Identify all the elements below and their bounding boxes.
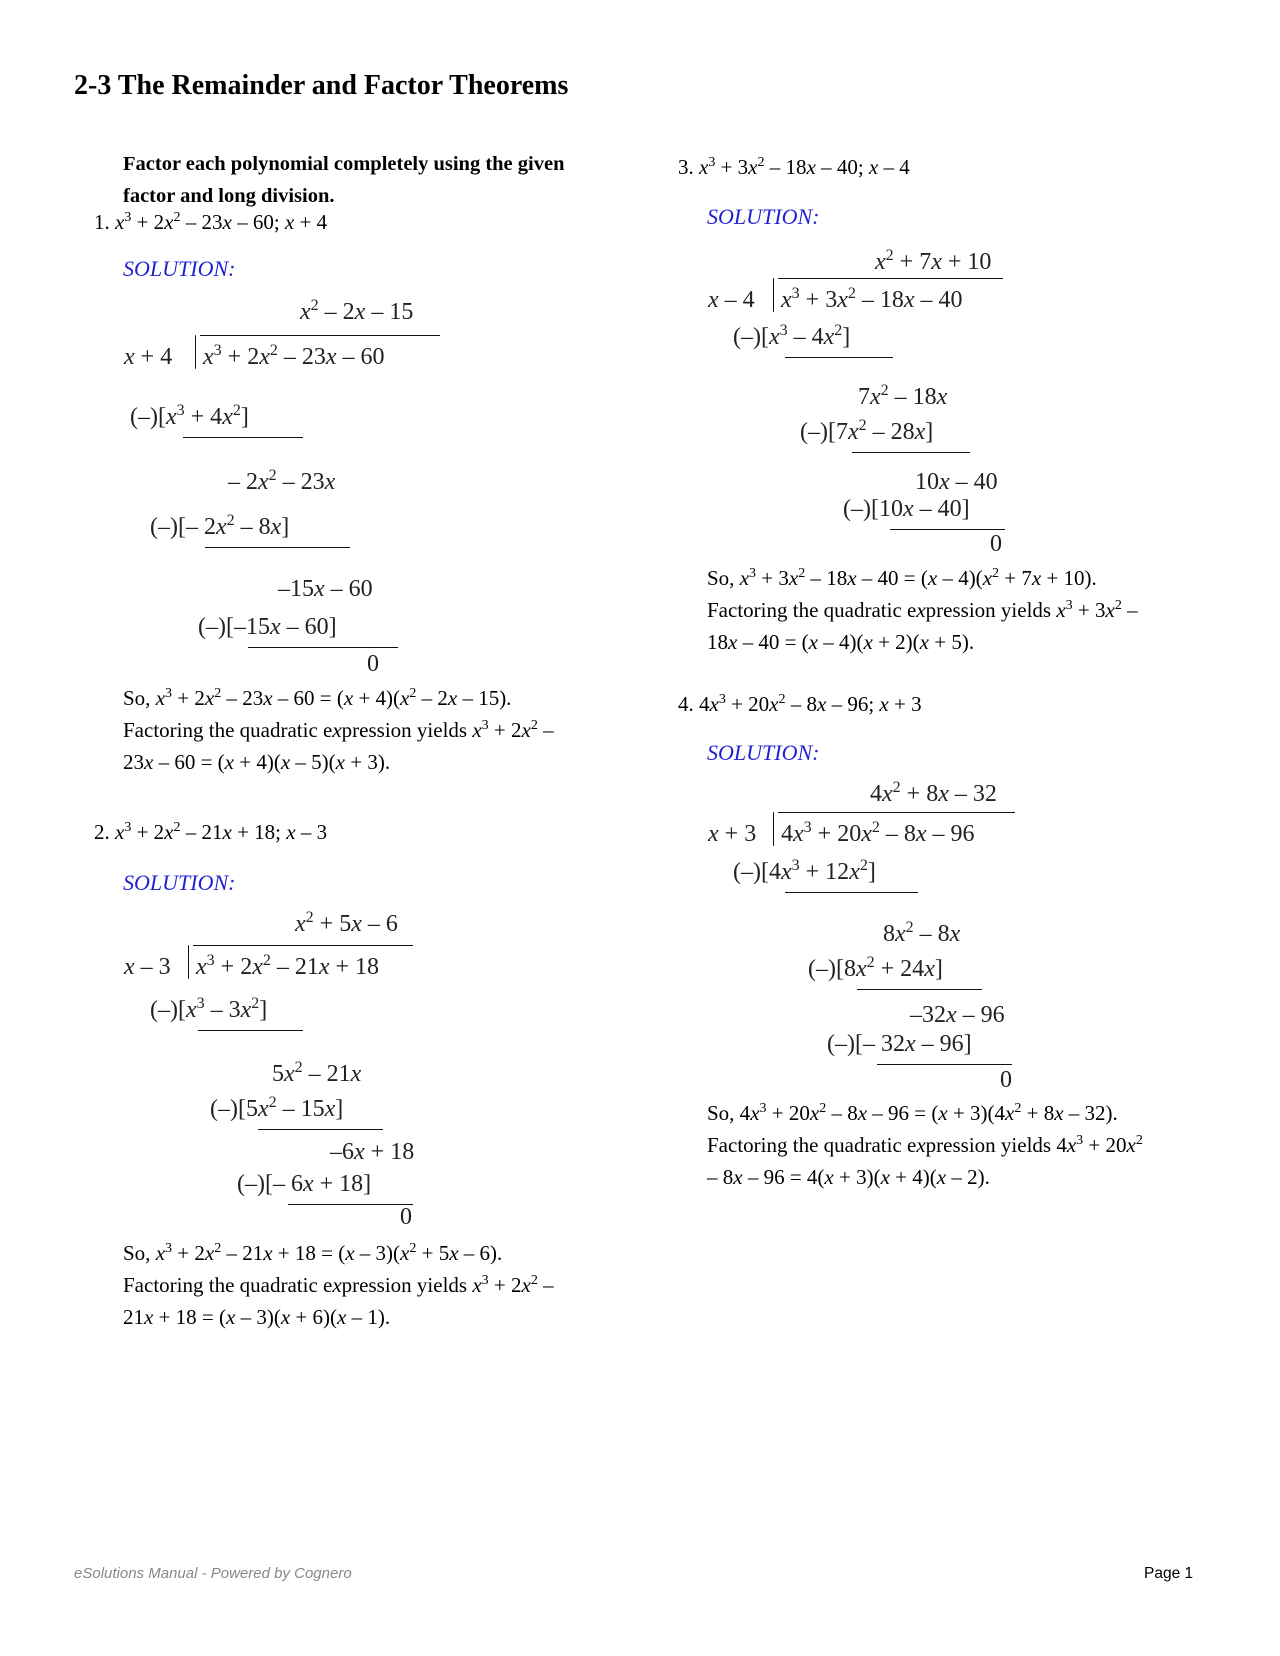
division-quotient: $4x^2 + 8x - 32$ — [870, 779, 997, 807]
division-subtract-step: $(-)[x^3 - 4x^2]$ — [733, 322, 851, 350]
division-divisor: x + 4 — [124, 344, 173, 370]
division-bracket — [195, 335, 196, 369]
division-remainder: –15x – 60 — [278, 576, 373, 602]
solution-label: SOLUTION: — [123, 256, 236, 281]
division-step-line — [183, 437, 303, 438]
division-divisor: x + 3 — [708, 821, 757, 847]
division-dividend: $x^3 + 2x^2 - 21x + 18$ — [196, 952, 380, 980]
division-subtract-step: $(-)[x^3 - 3x^2]$ — [150, 995, 268, 1023]
problem-statement — [678, 155, 910, 180]
result-line: So, $x^3 + 2x^2 - 23x - 60 = (x + 4)(x^2 - 2x - 15)$. — [123, 686, 512, 710]
division-remainder: $7x^2 - 18x$ — [858, 382, 948, 410]
division-divisor: x – 3 — [124, 954, 171, 980]
division-bracket — [188, 945, 189, 979]
result-line: 21x + 18 = (x – 3)(x + 6)(x – 1). — [123, 1305, 391, 1329]
division-bar — [778, 278, 1003, 279]
problem-expression: $x^3 + 2x^2 - 21x + 18$; x – 3 — [115, 820, 328, 844]
division-remainder: $5x^2 - 21x$ — [272, 1059, 362, 1087]
division-step-line — [890, 529, 1005, 530]
division-divisor: x – 4 — [708, 287, 755, 313]
division-bracket — [773, 278, 774, 312]
division-remainder: –6x + 18 — [330, 1139, 415, 1165]
division-remainder: – $2x^2 - 23x$ — [228, 467, 336, 495]
division-step-line — [288, 1204, 413, 1205]
problem-statement — [678, 692, 922, 717]
division-dividend: $4x^3 + 20x^2 - 8x - 96$ — [781, 819, 975, 847]
result-line: Factoring the quadratic expression yields $x^3 + 2x^2$ – — [123, 1273, 554, 1297]
instructions: Factor each polynomial completely using the given factor and long division. — [123, 153, 565, 207]
division-step-line — [248, 647, 398, 648]
problem-number: 4. — [678, 692, 699, 716]
solution-label: SOLUTION: — [707, 740, 820, 765]
division-subtract-step: $(-)[5x^2 - 15x]$ — [210, 1094, 344, 1122]
problem-statement — [94, 210, 327, 235]
division-subtract-step: $(-)[4x^3 + 12x^2]$ — [733, 857, 876, 885]
result-line: So, $x^3 + 3x^2 - 18x - 40 = (x - 4)(x^2 + 7x + 10)$. — [707, 566, 1097, 590]
division-step-line — [205, 547, 350, 548]
division-step-line — [877, 1064, 1012, 1065]
division-subtract-step: $(-)[8x^2 + 24x]$ — [808, 954, 943, 982]
division-step-line — [852, 452, 970, 453]
result-line: – 8x – 96 = 4(x + 3)(x + 4)(x – 2). — [707, 1165, 990, 1189]
division-remainder: 0 — [367, 651, 379, 677]
division-remainder: 0 — [1000, 1067, 1012, 1093]
result-line: So, $4x^3 + 20x^2 - 8x - 96 = (x + 3)(4x^2 + 8x - 32)$. — [707, 1101, 1118, 1125]
result-line: Factoring the quadratic expression yields $4x^3 + 20x^2$ — [707, 1133, 1143, 1157]
division-step-line — [785, 892, 918, 893]
result-line: 18x – 40 = (x – 4)(x + 2)(x + 5). — [707, 630, 975, 654]
result-line: 23x – 60 = (x + 4)(x – 5)(x + 3). — [123, 750, 391, 774]
division-step-line — [857, 989, 982, 990]
division-remainder: 10x – 40 — [915, 469, 998, 495]
division-bar — [193, 945, 413, 946]
division-remainder: 0 — [400, 1204, 412, 1230]
division-subtract-step: (–)[– $2x^2 - 8x$] — [150, 512, 290, 540]
problem-number: 3. — [678, 155, 699, 179]
result-line: Factoring the quadratic expression yields $x^3 + 2x^2$ – — [123, 718, 554, 742]
problem-expression: $4x^3 + 20x^2 - 8x - 96$; x + 3 — [699, 692, 922, 716]
division-step-line — [785, 357, 893, 358]
division-bracket — [773, 812, 774, 846]
division-remainder: $8x^2 - 8x$ — [883, 919, 961, 947]
division-quotient: $x^2 + 7x + 10$ — [875, 247, 992, 275]
division-subtract-step: (–)[10x – 40] — [843, 496, 970, 522]
page-title: 2-3 The Remainder and Factor Theorems — [74, 70, 569, 101]
result-line: Factoring the quadratic expression yields $x^3 + 3x^2$ – — [707, 598, 1138, 622]
division-subtract-step: $(-)[x^3 + 4x^2]$ — [130, 402, 249, 430]
division-subtract-step: (–)[– 32x – 96] — [827, 1031, 972, 1057]
problem-number: 2. — [94, 820, 115, 844]
problem-expression: $x^3 + 3x^2 - 18x - 40$; x – 4 — [699, 155, 910, 179]
solution-label: SOLUTION: — [707, 204, 820, 229]
division-bar — [778, 812, 1015, 813]
division-subtract-step: (–)[– 6x + 18] — [237, 1171, 372, 1197]
division-dividend: $x^3 + 2x^2 - 23x - 60$ — [203, 342, 385, 370]
solution-label: SOLUTION: — [123, 870, 236, 895]
result-line: So, $x^3 + 2x^2 - 21x + 18 = (x - 3)(x^2 + 5x - 6)$. — [123, 1241, 503, 1265]
division-remainder: –32x – 96 — [910, 1002, 1005, 1028]
division-step-line — [258, 1129, 383, 1130]
division-bar — [200, 335, 440, 336]
page-number: Page 1 — [1144, 1565, 1194, 1582]
division-quotient: $x^2 + 5x - 6$ — [295, 909, 398, 937]
division-step-line — [198, 1030, 303, 1031]
problem-number: 1. — [94, 210, 115, 234]
division-subtract-step: (–)[–15x – 60] — [198, 614, 337, 640]
division-remainder: 0 — [990, 531, 1002, 557]
footer-brand: eSolutions Manual - Powered by Cognero — [74, 1565, 352, 1582]
problem-expression: $x^3 + 2x^2 - 23x - 60$; x + 4 — [115, 210, 328, 234]
division-quotient: $x^2 - 2x - 15$ — [300, 297, 414, 325]
division-dividend: $x^3 + 3x^2 - 18x - 40$ — [781, 285, 963, 313]
problem-statement — [94, 820, 327, 845]
division-subtract-step: $(-)[7x^2 - 28x]$ — [800, 417, 934, 445]
